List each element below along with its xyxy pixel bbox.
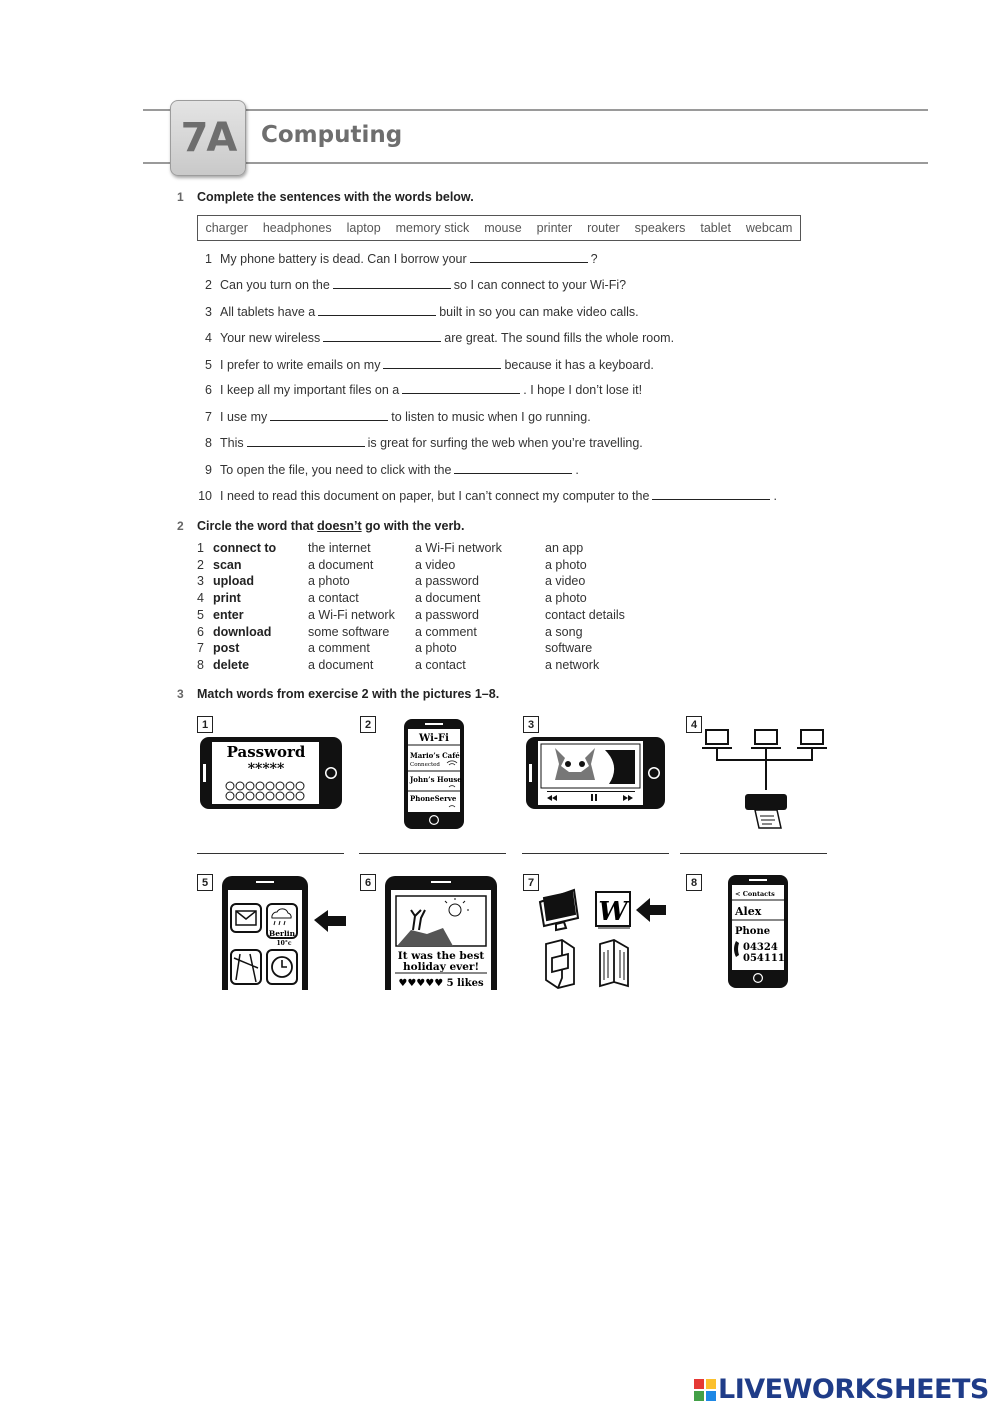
sentence-text-before: To open the file, you need to click with the	[220, 463, 452, 477]
weather-city: Berlin	[268, 929, 296, 938]
liveworksheets-logo	[694, 1374, 989, 1405]
picture-number: 6	[360, 874, 376, 891]
sentence-text-before: Your new wireless	[220, 331, 321, 345]
picture-contact-phone	[727, 874, 789, 990]
sentence-text-after: are great. The sound fills the whole room.	[444, 331, 675, 345]
clock-app-icon	[267, 950, 297, 984]
logo-block	[706, 1391, 716, 1401]
sentence-text-before: My phone battery is dead. Can I borrow your	[220, 252, 467, 266]
wifi-title: Wi-Fi	[419, 733, 449, 744]
document-stack-icon	[600, 940, 628, 986]
verb-number: 7	[197, 641, 204, 656]
post-likes: ♥♥♥♥♥ 5 likes	[398, 978, 484, 989]
word-option: mouse	[484, 221, 522, 235]
picture-apps-phone	[220, 874, 348, 992]
sentence-text-before: I keep all my important files on a	[220, 383, 400, 397]
sentence-row	[190, 250, 598, 266]
sentence-text-after: so I can connect to your Wi-Fi?	[453, 278, 627, 292]
post-caption: It was the best	[397, 950, 485, 962]
sentence-text-after: built in so you can make video calls.	[439, 305, 639, 319]
network-status: Connected	[410, 762, 440, 768]
sentence-text-after: is great for surfing the web when you’re travelling.	[367, 436, 643, 450]
sentence-text-before: I need to read this document on paper, but I can’t connect my computer to the	[220, 489, 650, 503]
header-top-rule	[143, 109, 928, 111]
verb-number: 3	[197, 574, 204, 589]
sentence-number: 6	[205, 383, 212, 397]
verb-number: 5	[197, 607, 204, 622]
word-option: webcam	[745, 221, 793, 235]
word-choice[interactable]: a photo	[415, 641, 457, 656]
verb: upload	[213, 574, 254, 589]
word-choice[interactable]: a document	[308, 557, 374, 572]
sentence-number: 7	[205, 410, 212, 424]
sentence-row	[190, 381, 642, 397]
sentence-number: 9	[205, 463, 212, 477]
word-option: headphones	[262, 221, 332, 235]
word-choice[interactable]: an app	[545, 541, 584, 555]
contact-label: Phone	[735, 926, 771, 937]
exercise-1-number: 1	[177, 190, 184, 204]
verb-number: 1	[197, 541, 204, 555]
verb: print	[213, 591, 241, 606]
answer-line-1[interactable]	[197, 853, 344, 854]
word-choice[interactable]: software	[545, 641, 593, 656]
logo-block	[706, 1379, 716, 1389]
word-choice[interactable]: a photo	[545, 557, 587, 572]
header-bottom-rule	[143, 162, 928, 164]
answer-blank[interactable]	[652, 487, 770, 500]
sentence-number: 5	[205, 358, 212, 372]
sentence-text-before: Can you turn on the	[220, 278, 330, 292]
weather-temp: 10°c	[276, 940, 292, 947]
word-choice[interactable]: a password	[415, 574, 479, 589]
word-option: tablet	[700, 221, 731, 235]
verb-number: 8	[197, 657, 204, 672]
picture-number: 5	[197, 874, 213, 891]
word-option: memory stick	[395, 221, 470, 235]
exercise-2-instruction	[197, 519, 464, 533]
word-choice[interactable]: a document	[415, 591, 481, 606]
exercise-1-instruction: Complete the sentences with the words below.	[197, 190, 474, 204]
verb-number: 6	[197, 624, 204, 639]
verb-number: 2	[197, 557, 204, 572]
word-choice[interactable]: a Wi-Fi network	[415, 541, 502, 555]
sentence-text-after: . I hope I don’t lose it!	[523, 383, 643, 397]
instruction-text: go with the verb.	[365, 519, 465, 533]
word-choice[interactable]: a video	[415, 557, 456, 572]
exercise-3-instruction: Match words from exercise 2 with the pictures 1–8.	[197, 687, 500, 701]
picture-number: 2	[360, 716, 376, 733]
sentence-number: 4	[205, 331, 212, 345]
password-title: Password	[226, 743, 306, 761]
monitor-icon	[540, 890, 578, 930]
verb: enter	[213, 607, 244, 622]
word-box	[197, 215, 801, 241]
logo-blocks-icon	[694, 1377, 718, 1403]
sentence-text-after: ?	[590, 252, 598, 266]
contacts-back-link: < Contacts	[735, 890, 775, 898]
word-choice[interactable]: a network	[545, 657, 600, 672]
contact-number: 04324	[743, 942, 778, 953]
verb: delete	[213, 657, 250, 672]
answer-blank[interactable]	[402, 381, 520, 394]
picture-number: 7	[523, 874, 539, 891]
page-title: Computing	[261, 122, 403, 148]
sentence-row	[190, 303, 639, 319]
sentence-text-before: I use my	[220, 410, 268, 424]
exercise-3-number: 3	[177, 687, 184, 701]
sentence-text-after: to listen to music when I go running.	[391, 410, 591, 424]
answer-line-4[interactable]	[680, 853, 827, 854]
video-frame-icon	[541, 744, 640, 788]
sentence-text-after: .	[773, 489, 777, 503]
picture-password-phone	[199, 736, 345, 812]
answer-blank[interactable]	[270, 408, 388, 421]
map-app-icon	[231, 950, 261, 984]
logo-block	[694, 1391, 704, 1401]
picture-number: 1	[197, 716, 213, 733]
mail-app-icon	[231, 904, 261, 932]
answer-blank[interactable]	[454, 461, 572, 474]
sentence-text-before: I prefer to write emails on my	[220, 358, 381, 372]
sentence-row	[190, 276, 626, 292]
instruction-emphasis: doesn’t	[317, 519, 362, 533]
unit-badge: 7A	[170, 100, 246, 176]
verb: post	[213, 641, 240, 656]
holiday-photo-icon	[396, 896, 486, 946]
word-choice[interactable]: a password	[415, 607, 479, 622]
network-lines	[702, 748, 827, 790]
sentence-row	[190, 434, 643, 450]
picture-network-printer	[700, 724, 830, 832]
contact-name: Alex	[735, 905, 762, 918]
password-stars: *****	[247, 761, 285, 777]
word-choice[interactable]: a document	[308, 657, 374, 672]
printer-icon	[745, 794, 787, 828]
folder-icon	[546, 940, 574, 988]
word-choice[interactable]: a comment	[415, 624, 477, 639]
answer-line-2[interactable]	[359, 853, 506, 854]
word-choice[interactable]: a photo	[308, 574, 350, 589]
brand-text: LIVEWORKSHEETS	[718, 1374, 989, 1405]
word-choice[interactable]: a contact	[415, 657, 466, 672]
word-option: router	[587, 221, 620, 235]
arrow-left-icon	[314, 910, 346, 932]
picture-number: 3	[523, 716, 539, 733]
word-document-icon	[596, 892, 630, 928]
sentence-number: 8	[205, 436, 212, 450]
sentence-number: 1	[205, 252, 212, 266]
sentence-text-after: .	[575, 463, 579, 477]
picture-files-upload	[534, 886, 670, 990]
answer-line-3[interactable]	[522, 853, 669, 854]
picture-number: 8	[686, 874, 702, 891]
sentence-row	[190, 487, 777, 503]
picture-video-phone	[525, 736, 667, 812]
verb: connect to	[213, 541, 277, 555]
sentence-number: 10	[198, 489, 212, 503]
answer-blank[interactable]	[470, 250, 588, 263]
contact-number: 054111	[743, 953, 785, 964]
verb-number: 4	[197, 591, 204, 606]
word-choice[interactable]: a Wi-Fi network	[308, 607, 395, 622]
verb: download	[213, 624, 272, 639]
word-choice[interactable]: contact details	[545, 607, 625, 622]
word-option: charger	[205, 221, 248, 235]
instruction-text: Circle the word that	[197, 519, 314, 533]
sentence-row	[190, 356, 654, 372]
logo-block	[694, 1379, 704, 1389]
answer-blank[interactable]	[383, 356, 501, 369]
word-choice[interactable]: a video	[545, 574, 586, 589]
word-choice[interactable]: some software	[308, 624, 390, 639]
verb: scan	[213, 557, 242, 572]
sentence-row	[190, 329, 674, 345]
word-choice[interactable]: a comment	[308, 641, 370, 656]
word-choice[interactable]: a photo	[545, 591, 587, 606]
word-option: laptop	[346, 221, 381, 235]
word-choice[interactable]: a song	[545, 624, 583, 639]
exercise-2-number: 2	[177, 519, 184, 533]
word-option: printer	[536, 221, 573, 235]
network-name: John’s House	[410, 775, 462, 784]
document-letter: W	[598, 897, 628, 927]
sentence-text-after: because it has a keyboard.	[504, 358, 654, 372]
answer-blank[interactable]	[323, 329, 441, 342]
post-caption: holiday ever!	[402, 961, 480, 973]
answer-blank[interactable]	[333, 276, 451, 289]
computer-icon	[706, 730, 823, 744]
answer-blank[interactable]	[318, 303, 436, 316]
answer-blank[interactable]	[247, 434, 365, 447]
picture-post-phone	[383, 874, 499, 992]
arrow-left-icon	[636, 898, 666, 922]
network-name: Mario’s Café	[410, 751, 460, 760]
picture-wifi-phone	[403, 718, 465, 830]
sentence-row	[190, 461, 579, 477]
sentence-number: 3	[205, 305, 212, 319]
picture-number: 4	[686, 716, 702, 733]
word-option: speakers	[634, 221, 686, 235]
sentence-number: 2	[205, 278, 212, 292]
sentence-text-before: All tablets have a	[220, 305, 316, 319]
network-name: PhoneServe	[410, 794, 457, 803]
word-choice[interactable]: the internet	[308, 541, 371, 555]
sentence-row	[190, 408, 591, 424]
word-choice[interactable]: a contact	[308, 591, 359, 606]
sentence-text-before: This	[220, 436, 244, 450]
